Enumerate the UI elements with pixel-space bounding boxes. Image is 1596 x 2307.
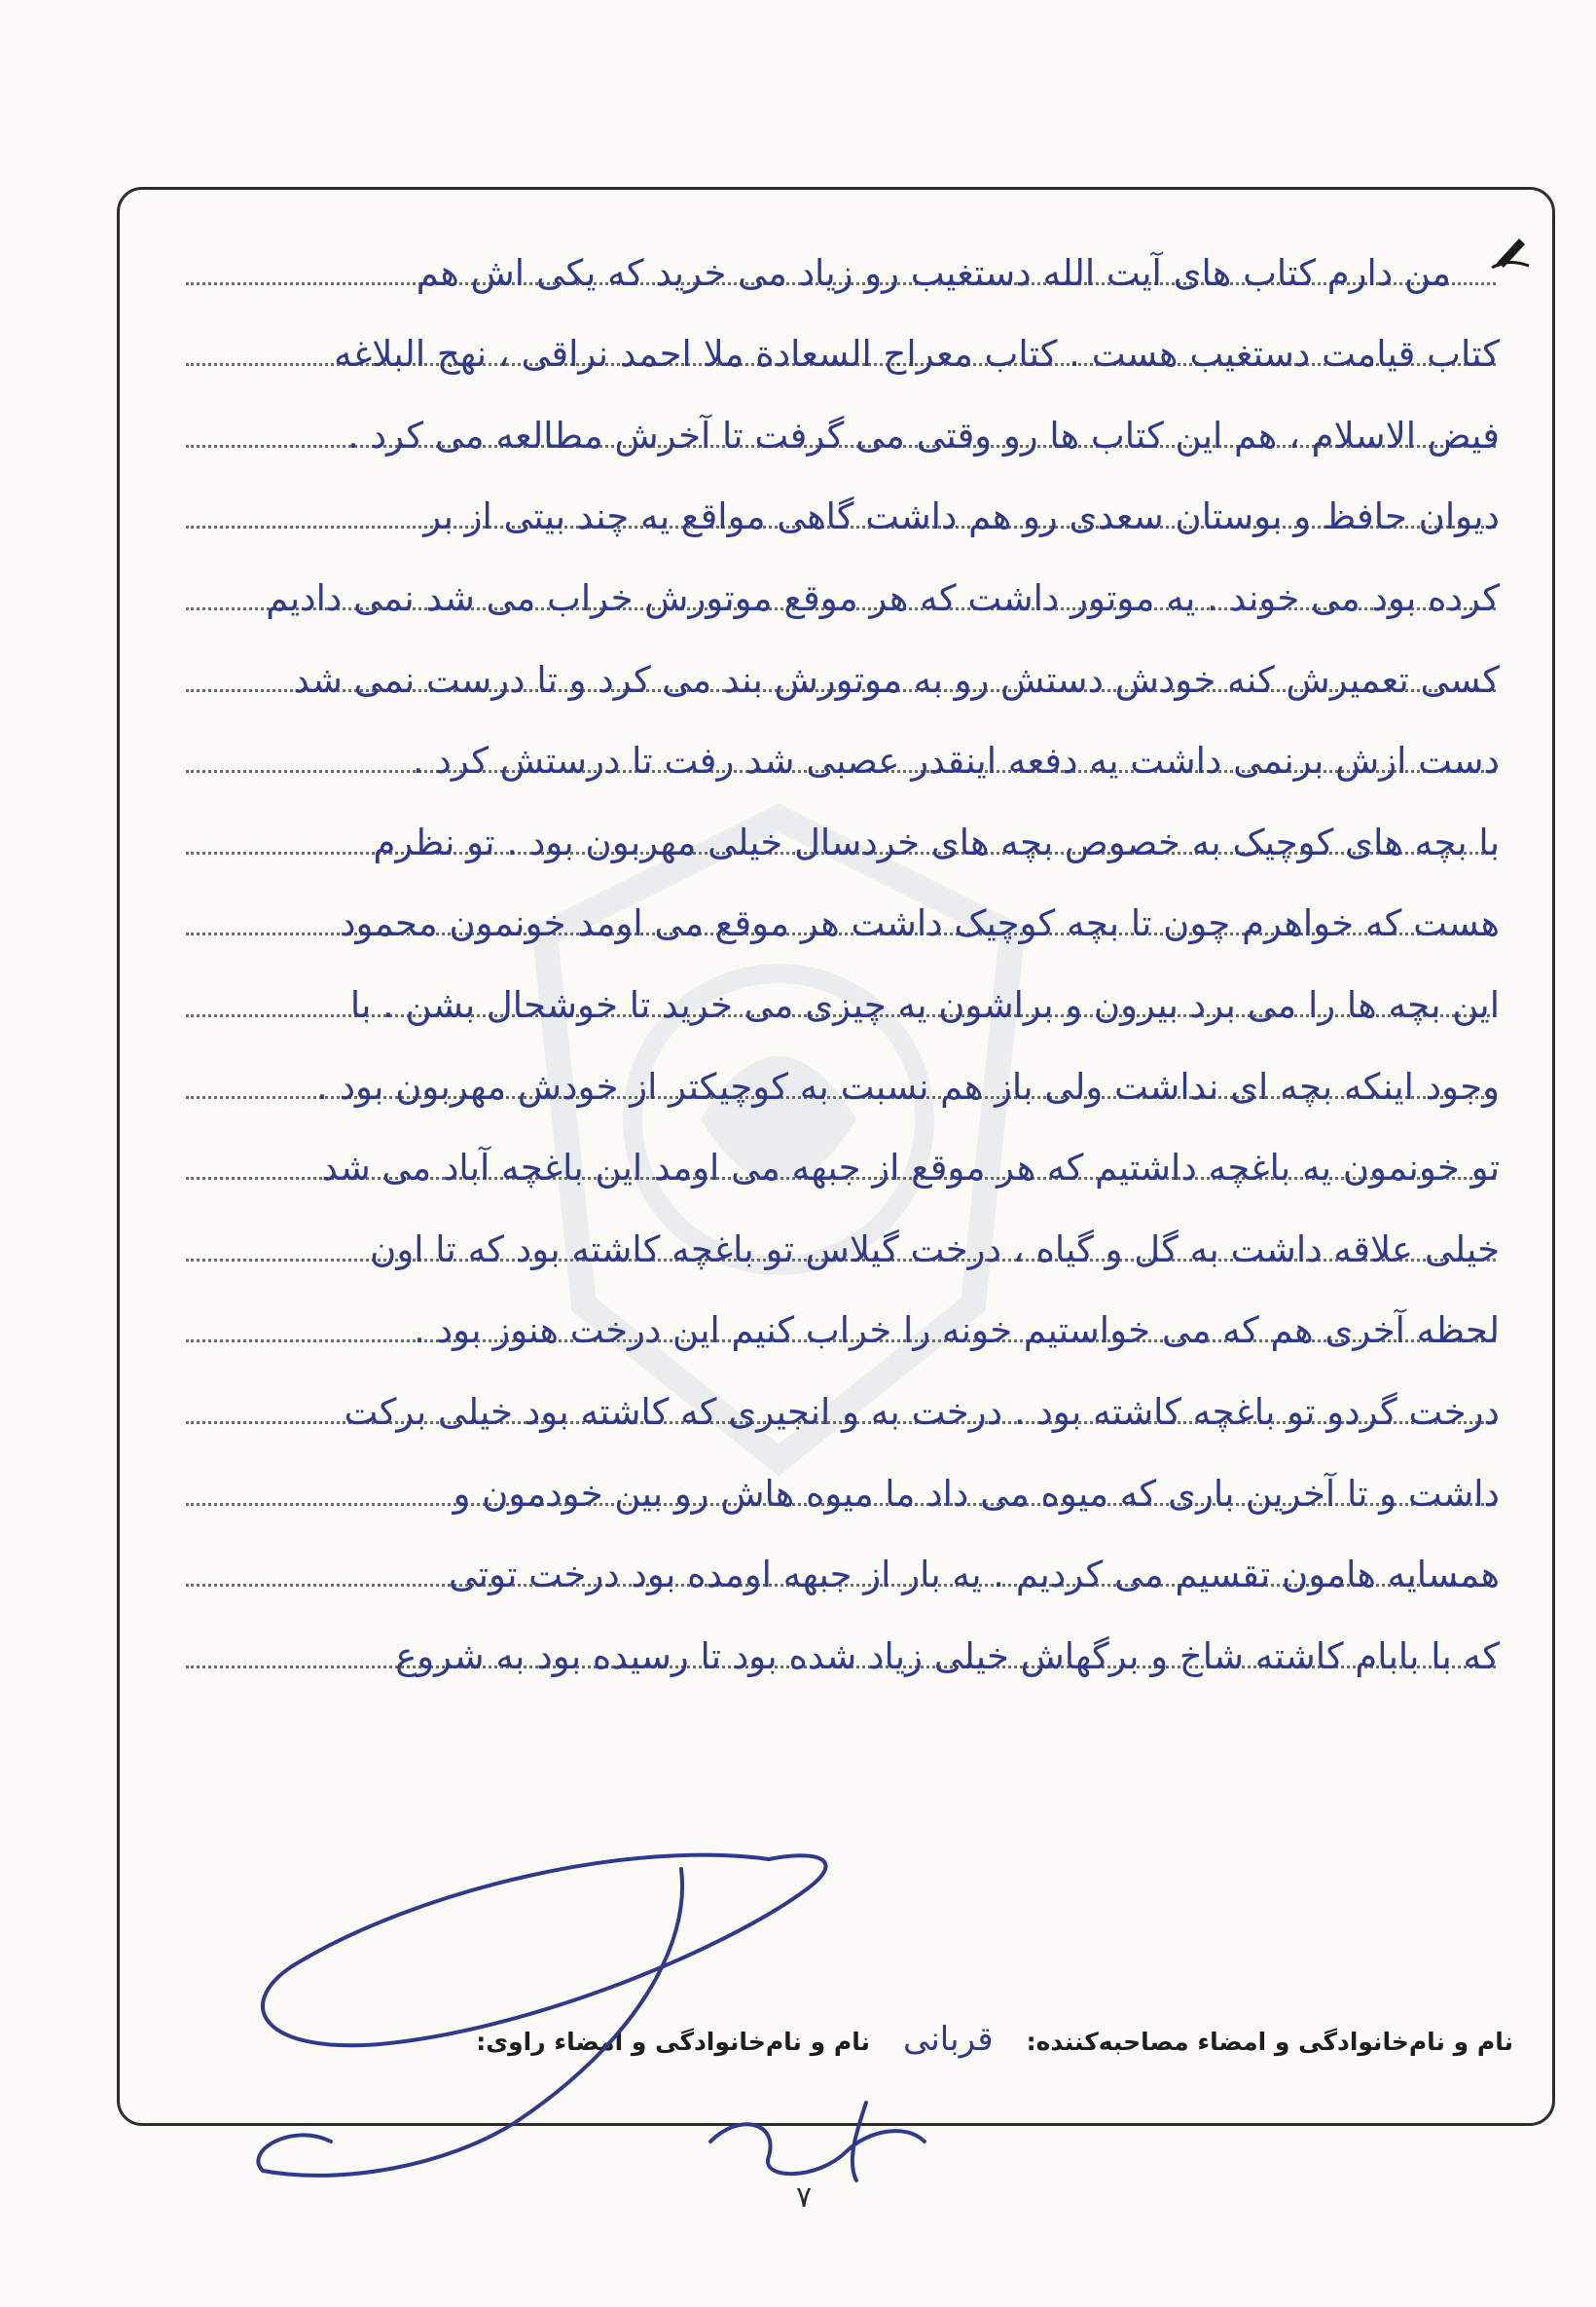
line-text: لحظه آخری هم که می خواستیم خونه را خراب کنیم این درخت هنوز بود . — [414, 1309, 1500, 1352]
text-line — [159, 1360, 1513, 1442]
line-text: داشت و تا آخرین باری که میوه می داد ما میوه هاش رو بین خودمون و — [453, 1472, 1500, 1515]
line-text: من دارم کتاب های آیت الله دستغیب رو زیاد می خرید که یکی اش هم — [416, 251, 1451, 294]
line-text: کرده بود می خوند . یه موتور داشت که هر موقع موتورش خراب می شد نمی دادیم — [266, 576, 1500, 619]
text-line — [159, 790, 1513, 872]
text-line — [159, 953, 1513, 1035]
handwritten-lines — [159, 221, 1513, 1686]
line-text: کسی تعمیرش کنه خودش دستش رو به موتورش بند می کرد و تا درست نمی شد — [293, 658, 1500, 701]
line-text: همسایه هامون تقسیم می کردیم . یه بار از جبهه اومده بود درخت توتی — [448, 1554, 1500, 1596]
line-text: که با بابام کاشته شاخ و برگهاش خیلی زیاد شده بود تا رسیده بود به شروع — [395, 1634, 1500, 1677]
narrator-label: نام و نام‌خانوادگی و امضاء راوی: — [476, 2028, 870, 2056]
line-text: وجود اینکه بچه ای نداشت ولی باز هم نسبت به کوچیکتر از خودش مهربون بود . — [316, 1065, 1500, 1108]
text-line — [159, 1117, 1513, 1198]
text-line — [159, 221, 1513, 303]
page-number: ۷ — [796, 2180, 813, 2215]
text-line — [159, 465, 1513, 547]
line-text: هست که خواهرم چون تا بچه کوچیک داشت هر موقع می اومد خونمون محمود — [340, 902, 1500, 945]
line-text: خیلی علاقه داشت به گل و گیاه ، درخت گیلاس تو باغچه کاشته بود که تا اون — [370, 1227, 1500, 1270]
interviewer-label: نام و نام‌خانوادگی و امضاء مصاحبه‌کننده: — [1026, 2028, 1513, 2056]
text-line — [159, 1279, 1513, 1361]
text-line — [159, 872, 1513, 954]
text-line — [159, 1523, 1513, 1605]
text-line — [159, 628, 1513, 710]
text-line — [159, 710, 1513, 791]
line-text: دیوان حافظ و بوستان سعدی رو هم داشت گاهی مواقع یه چند بیتی از بر — [423, 495, 1500, 538]
line-text: کتاب قیامت دستغیب هست . کتاب معراج السعادة ملا احمد نراقی ، نهج البلاغه — [334, 333, 1500, 376]
text-line — [159, 303, 1513, 384]
text-line — [159, 1442, 1513, 1523]
line-text: این بچه ها را می برد بیرون و براشون یه چیزی می خرید تا خوشحال بشن . با — [349, 983, 1500, 1026]
line-text: فیض الاسلام ، هم این کتاب ها رو وقتی می گرفت تا آخرش مطالعه می کرد . — [347, 414, 1500, 457]
line-text: درخت گردو تو باغچه کاشته بود . درخت به و انجیری که کاشته بود خیلی برکت — [344, 1390, 1500, 1433]
text-line — [159, 384, 1513, 465]
text-line — [159, 546, 1513, 628]
text-line — [159, 1197, 1513, 1279]
text-line — [159, 1604, 1513, 1686]
interviewer-name: قربانی — [902, 2020, 994, 2059]
signature — [224, 1830, 1022, 2200]
line-text: تو خونمون یه باغچه داشتیم که هر موقع از جبهه می اومد این باغچه آباد می شد — [321, 1147, 1500, 1190]
text-line — [159, 1035, 1513, 1117]
line-text: با بچه های کوچیک به خصوص بچه های خردسال خیلی مهربون بود . تو نظرم — [373, 821, 1500, 863]
line-text: دست ازش برنمی داشت یه دفعه اینقدر عصبی شد رفت تا درستش کرد . — [412, 740, 1500, 783]
